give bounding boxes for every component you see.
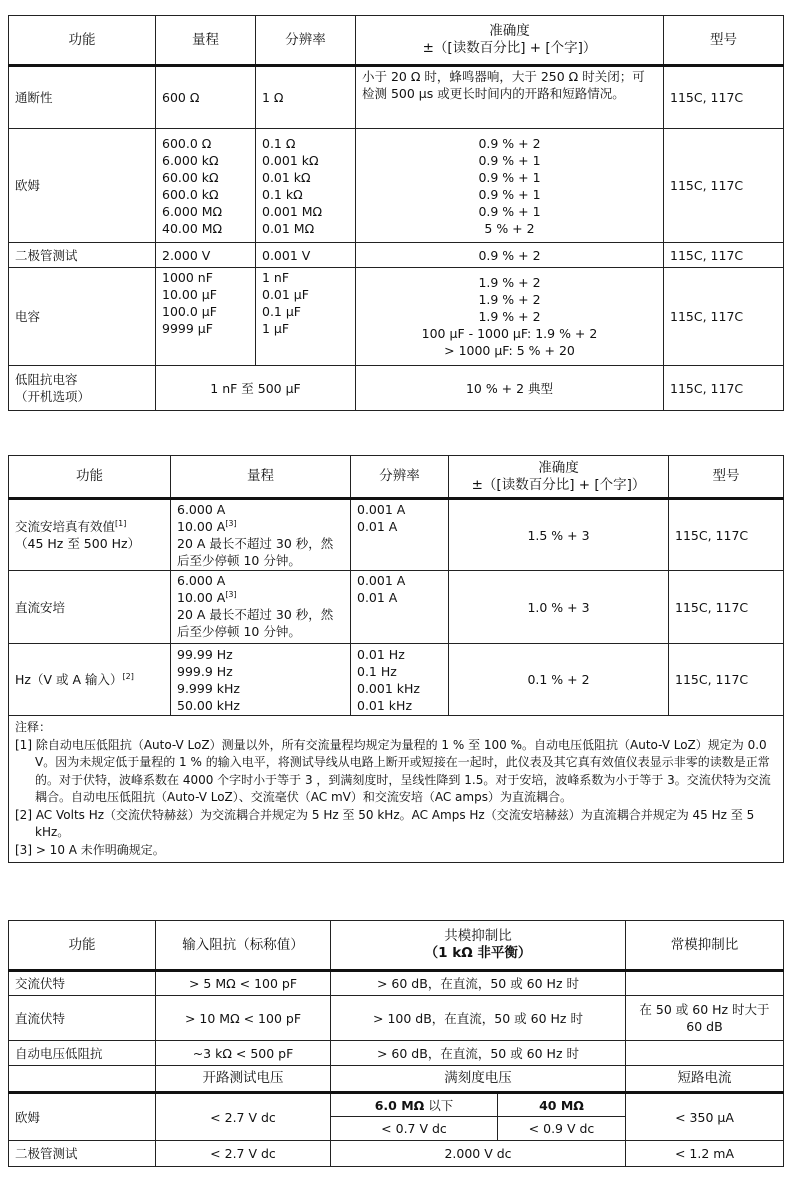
spec-table-2 xyxy=(8,455,784,863)
table-row xyxy=(9,1041,784,1066)
header-resolution: 分辨率 xyxy=(256,16,356,66)
cell xyxy=(171,499,351,571)
header-short-current: 短路电流 xyxy=(626,1066,784,1093)
cell: > 60 dB，在直流，50 或 60 Hz 时 xyxy=(331,971,626,996)
cell: 1 Ω xyxy=(256,66,356,129)
table-row xyxy=(9,129,784,243)
cell: 115C, 117C xyxy=(669,499,784,571)
cell: 二极管测试 xyxy=(9,243,156,268)
cell: 0.01 Hz 0.1 Hz 0.001 kHz 0.01 kHz xyxy=(351,644,449,716)
cell xyxy=(626,1041,784,1066)
cell xyxy=(9,1066,156,1093)
cell: 0.001 A 0.01 A xyxy=(351,571,449,644)
cell: 交流伏特 xyxy=(9,971,156,996)
header-input-impedance: 输入阻抗（标称值） xyxy=(156,921,331,971)
cell: 电容 xyxy=(9,268,156,366)
cell: 10 % + 2 典型 xyxy=(356,366,664,411)
cell: 直流伏特 xyxy=(9,996,156,1041)
header-range: 量程 xyxy=(156,16,256,66)
table-row xyxy=(9,971,784,996)
cell: 115C, 117C xyxy=(664,243,784,268)
cell: 自动电压低阻抗 xyxy=(9,1041,156,1066)
header-full-scale: 满刻度电压 xyxy=(331,1066,626,1093)
subheader-row xyxy=(9,1066,784,1093)
range: 10.00 A xyxy=(177,519,226,534)
cell: < 2.7 V dc xyxy=(156,1141,331,1167)
table-row xyxy=(9,1141,784,1167)
note-2: [2] AC Volts Hz（交流伏特赫兹）为交流耦合并规定为 5 Hz 至 50 kHz。AC Amps Hz（交流安培赫兹）为直流耦合并规定为 45 Hz 至 5 kHz。 xyxy=(15,807,755,839)
function-label: 交流安培真有效值 xyxy=(15,519,116,534)
header-nmrr: 常模抑制比 xyxy=(626,921,784,971)
cell: > 100 dB，在直流，50 或 60 Hz 时 xyxy=(331,996,626,1041)
header-resolution: 分辨率 xyxy=(351,456,449,499)
cell: 通断性 xyxy=(9,66,156,129)
range-note: 20 A 最长不超过 30 秒，然后至少停顿 10 分钟。 xyxy=(177,607,334,639)
footnote-ref: [1] xyxy=(115,518,127,528)
cell xyxy=(626,971,784,996)
cmrr-label: 共模抑制比 xyxy=(444,928,512,944)
cell: 0.1 Ω 0.001 kΩ 0.01 kΩ 0.1 kΩ 0.001 MΩ 0.01 MΩ xyxy=(256,129,356,243)
cell: < 0.7 V dc xyxy=(331,1117,498,1141)
notes-title: 注释： xyxy=(15,720,52,734)
cell xyxy=(171,571,351,644)
range-label: 40 MΩ xyxy=(539,1097,584,1113)
cell: 欧姆 xyxy=(9,1093,156,1141)
cell: 115C, 117C xyxy=(669,571,784,644)
cell: 2.000 V dc xyxy=(331,1141,626,1167)
cell: 99.99 Hz 999.9 Hz 9.999 kHz 50.00 kHz xyxy=(171,644,351,716)
spec-table-1 xyxy=(8,15,784,411)
cell xyxy=(9,644,171,716)
cell: 1 nF 0.01 µF 0.1 µF 1 µF xyxy=(256,268,356,366)
header-function: 功能 xyxy=(9,16,156,66)
cell: 小于 20 Ω 时，蜂鸣器响，大于 250 Ω 时关闭；可检测 500 µs 或更长时间内的开路和短路情况。 xyxy=(356,66,664,129)
cell: < 2.7 V dc xyxy=(156,1093,331,1141)
footnote-ref: [3] xyxy=(225,518,237,528)
range-label: 6.0 MΩ xyxy=(374,1097,425,1113)
cell: 600 Ω xyxy=(156,66,256,129)
range: 10.00 A xyxy=(177,590,226,605)
cell: < 350 µA xyxy=(626,1093,784,1141)
table-row xyxy=(9,571,784,644)
header-model: 型号 xyxy=(669,456,784,499)
note-1: [1] 除自动电压低阻抗（Auto-V LoZ）测量以外，所有交流量程均规定为量程的 1 % 至 100 %。自动电压低阻抗（Auto-V LoZ）规定为 0.0 V。因为未规定低于量程的 1 % 的输入电平，将测试导线从电路上断开或短接在一起时，此仪表及其它真有效值仪表显示非零的读数是正常的。对于伏特，波峰系数在 4000 个字时小于等于 3 ，到满刻度时，呈线性降到 1.5。对于安培，波峰系数为小于等于 3。交流伏特为交流耦合。自动电压低阻抗（Auto-V LoZ）、交流毫伏（AC mV）和交流安培（AC amps）为直流耦合。 xyxy=(15,737,771,804)
table-row xyxy=(9,996,784,1041)
cell: 0.9 % + 2 xyxy=(356,243,664,268)
cell: 2.000 V xyxy=(156,243,256,268)
cell xyxy=(9,499,171,571)
cell: 1.9 % + 2 1.9 % + 2 1.9 % + 2 100 µF - 1000 µF: 1.9 % + 2 > 1000 µF: 5 % + 20 xyxy=(356,268,664,366)
cell: ~3 kΩ < 500 pF xyxy=(156,1041,331,1066)
header-range: 量程 xyxy=(171,456,351,499)
cell: 0.1 % + 2 xyxy=(449,644,669,716)
table-row xyxy=(9,268,784,366)
range: 6.000 A xyxy=(177,502,226,517)
table-row xyxy=(9,644,784,716)
header-function: 功能 xyxy=(9,456,171,499)
cell: 115C, 117C xyxy=(664,268,784,366)
range: 6.000 A xyxy=(177,573,226,588)
cell: > 5 MΩ < 100 pF xyxy=(156,971,331,996)
cell: 115C, 117C xyxy=(664,129,784,243)
cell: 600.0 Ω 6.000 kΩ 60.00 kΩ 600.0 kΩ 6.000 MΩ 40.00 MΩ xyxy=(156,129,256,243)
cell: > 10 MΩ < 100 pF xyxy=(156,996,331,1041)
cell: 0.9 % + 2 0.9 % + 1 0.9 % + 1 0.9 % + 1 0.9 % + 1 5 % + 2 xyxy=(356,129,664,243)
cell: 二极管测试 xyxy=(9,1141,156,1167)
table-row xyxy=(9,66,784,129)
cell: 在 50 或 60 Hz 时大于 60 dB xyxy=(626,996,784,1041)
cell: 115C, 117C xyxy=(664,366,784,411)
header-open-voltage: 开路测试电压 xyxy=(156,1066,331,1093)
cell xyxy=(498,1093,626,1117)
function-label: Hz（V 或 A 输入） xyxy=(15,672,123,687)
header-model: 型号 xyxy=(664,16,784,66)
range-suffix: 以下 xyxy=(424,1097,454,1113)
cell: 1.0 % + 3 xyxy=(449,571,669,644)
range-note: 20 A 最长不超过 30 秒，然后至少停顿 10 分钟。 xyxy=(177,536,334,568)
table-row xyxy=(9,499,784,571)
cell: > 60 dB，在直流，50 或 60 Hz 时 xyxy=(331,1041,626,1066)
cell: 0.001 A 0.01 A xyxy=(351,499,449,571)
cell: 欧姆 xyxy=(9,129,156,243)
spec-table-3 xyxy=(8,920,784,1167)
header-cmrr xyxy=(331,921,626,971)
notes-row xyxy=(9,716,784,863)
header-function: 功能 xyxy=(9,921,156,971)
footnote-ref: [3] xyxy=(225,589,237,599)
header-accuracy: 准确度 ±（[读数百分比] + [个字]） xyxy=(356,16,664,66)
cell: < 1.2 mA xyxy=(626,1141,784,1167)
footnote-ref: [2] xyxy=(122,671,134,681)
cell: 直流安培 xyxy=(9,571,171,644)
cell: 1 nF 至 500 µF xyxy=(156,366,356,411)
note-3: [3] > 10 A 未作明确规定。 xyxy=(15,842,165,857)
cell: 低阻抗电容 （开机选项） xyxy=(9,366,156,411)
cell: 0.001 V xyxy=(256,243,356,268)
cell: < 0.9 V dc xyxy=(498,1117,626,1141)
header-accuracy: 准确度 ±（[读数百分比] + [个字]） xyxy=(449,456,669,499)
cell: 1000 nF 10.00 µF 100.0 µF 9999 µF xyxy=(156,268,256,366)
cell: 115C, 117C xyxy=(664,66,784,129)
table-row xyxy=(9,243,784,268)
cell: 115C, 117C xyxy=(669,644,784,716)
table-row xyxy=(9,1093,784,1117)
table-row xyxy=(9,366,784,411)
cell: 1.5 % + 3 xyxy=(449,499,669,571)
function-sub: （45 Hz 至 500 Hz） xyxy=(15,536,141,551)
notes xyxy=(9,716,784,863)
cmrr-sub: （1 kΩ 非平衡） xyxy=(424,945,532,961)
cell xyxy=(331,1093,498,1117)
